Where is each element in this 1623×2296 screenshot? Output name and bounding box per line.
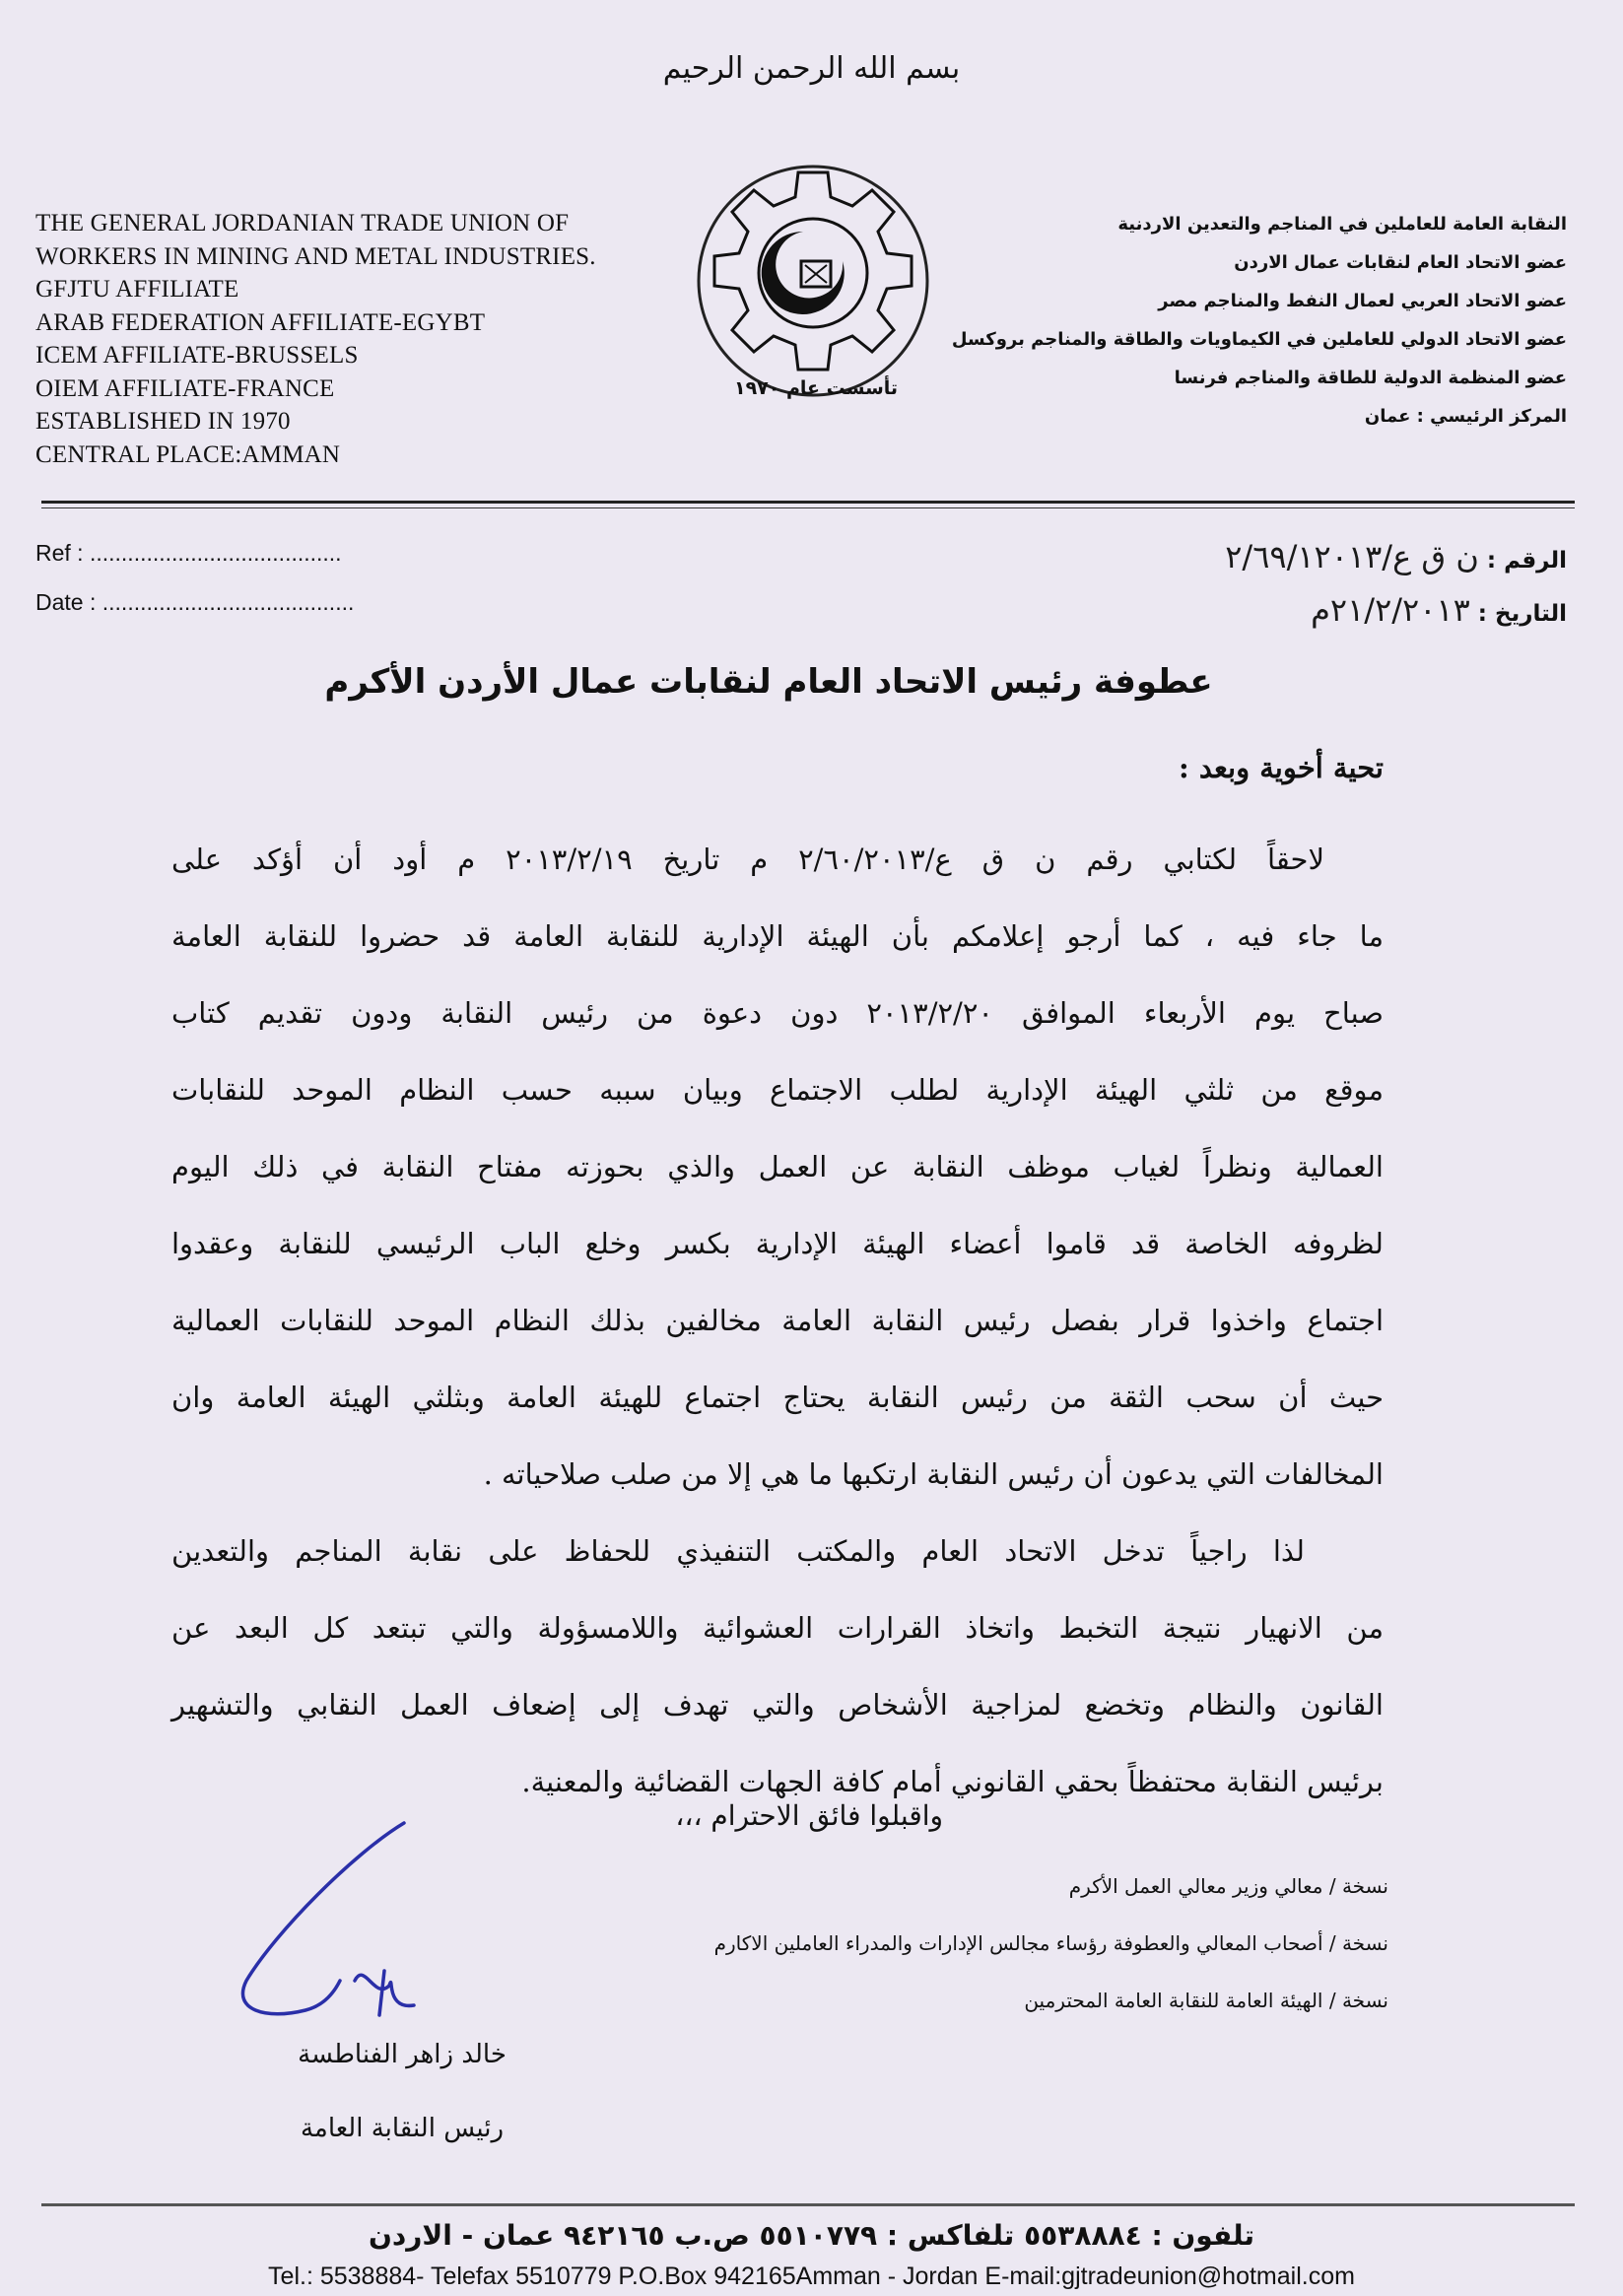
letter-addressee-title: عطوفة رئيس الاتحاد العام لنقابات عمال الأردن الأكرم xyxy=(324,662,1213,702)
letterhead-line: عضو الاتحاد العربي لعمال النفط والمناجم مصر xyxy=(1158,291,1567,311)
body-line: العمالية ونظراً لغياب موظف النقابة عن العمل والذي بحوزته مفتاح النقابة في ذلك اليوم xyxy=(171,1150,1384,1183)
basmala: بسم الله الرحمن الرحيم xyxy=(662,51,961,86)
arabic-date-value: ٢١/٢/٢٠١٣م xyxy=(1311,591,1470,629)
body-line: صباح يوم الأربعاء الموافق ٢٠١٣/٢/٢٠ دون دعوة من رئيس النقابة ودون تقديم كتاب xyxy=(171,996,1384,1030)
letterhead-line: النقابة العامة للعاملين في المناجم والتعدين الاردنية xyxy=(1117,214,1567,235)
letterhead-line: عضو الاتحاد الدولي للعاملين في الكيماويات والطاقة والمناجم بروكسل xyxy=(951,329,1567,350)
body-line: المخالفات التي يدعون أن رئيس النقابة ارتكبها ما هي إلا من صلب صلاحياته . xyxy=(483,1457,1384,1491)
arabic-ref-value: ن ق ع/٢/٦٩/١٢٠١٣ xyxy=(1225,538,1479,575)
body-line: لذا راجياً تدخل الاتحاد العام والمكتب التنفيذي للحفاظ على نقابة المناجم والتعدين xyxy=(171,1534,1305,1568)
footer-contact-arabic: تلفون : ٥٥٣٨٨٨٤ تلفاكس : ٥٥١٠٧٧٩ ص.ب ٩٤٢١٦٥ عمان - الاردن xyxy=(369,2219,1254,2252)
handwritten-signature xyxy=(217,1813,443,2040)
copy-recipient: نسخة / معالي وزير معالي العمل الأكرم xyxy=(1068,1874,1388,1898)
body-line: ما جاء فيه ، كما أرجو إعلامكم بأن الهيئة الإدارية للنقابة العامة قد حضروا للنقابة العامة xyxy=(171,919,1385,953)
letterhead-line: GFJTU AFFILIATE xyxy=(35,276,239,303)
body-line: لظروفه الخاصة قد قاموا أعضاء الهيئة الإدارية بكسر وخلع الباب الرئيسي للنقابة وعقدوا xyxy=(171,1227,1384,1260)
body-line: القانون والنظام وتخضع لمزاجية الأشخاص والتي تهدف إلى إضعاف العمل النقابي والتشهير xyxy=(171,1688,1384,1722)
body-line: موقع من ثلثي الهيئة الإدارية لطلب الاجتماع وبيان سببه حسب النظام الموحد للنقابات xyxy=(171,1073,1384,1107)
arabic-date-field xyxy=(1311,591,1567,629)
body-line: لاحقاً لكتابي رقم ن ق ع/٢/٦٠/٢٠١٣ م تاريخ ٢٠١٣/٢/١٩ م أود أن أؤكد على xyxy=(171,843,1324,876)
ref-label: Ref : xyxy=(35,540,84,566)
date-label: Date : xyxy=(35,589,97,615)
signatory-name: خالد زاهر الفناطسة xyxy=(298,2040,507,2069)
date-dots: ........................................ xyxy=(101,589,355,615)
footer-divider xyxy=(41,2203,1575,2206)
footer-contact-english: Tel.: 5538884- Telefax 5510779 P.O.Box 942165Amman - Jordan E-mail:gjtradeunion@hotmail.com xyxy=(268,2262,1355,2290)
letterhead-line: CENTRAL PLACE:AMMAN xyxy=(35,440,341,468)
ref-dots: ........................................ xyxy=(89,540,342,566)
letterhead-line: OIEM AFFILIATE-FRANCE xyxy=(35,374,335,402)
body-line: اجتماع واخذوا قرار بفصل رئيس النقابة العامة مخالفين بذلك النظام الموحد للنقابات العمالية xyxy=(171,1304,1384,1337)
body-line: برئيس النقابة محتفظاً بحقي القانوني أمام كافة الجهات القضائية والمعنية. xyxy=(521,1765,1384,1798)
copies-list xyxy=(714,1857,1388,2029)
letterhead-line: عضو الاتحاد العام لنقابات عمال الاردن xyxy=(1234,252,1567,273)
letter-body xyxy=(171,834,1384,1833)
english-letterhead xyxy=(35,207,596,471)
letterhead-line: WORKERS IN MINING AND METAL INDUSTRIES. xyxy=(35,242,596,270)
letterhead-line: عضو المنظمة الدولية للطاقة والمناجم فرنسا xyxy=(1174,368,1567,388)
header-divider xyxy=(41,501,1575,504)
closing-salutation: واقبلوا فائق الاحترام ،،، xyxy=(675,1799,943,1832)
signatory-position: رئيس النقابة العامة xyxy=(300,2114,505,2143)
letterhead-line: ARAB FEDERATION AFFILIATE-EGYBT xyxy=(35,308,486,336)
greeting: تحية أخوية وبعد : xyxy=(1179,751,1384,784)
date-field xyxy=(35,589,354,616)
copy-recipient: نسخة / أصحاب المعالي والعطوفة رؤساء مجالس الإدارات والمدراء العاملين الاكارم xyxy=(713,1931,1388,1955)
arabic-ref-label: الرقم : xyxy=(1486,548,1567,574)
body-line: من الانهيار نتيجة التخبط واتخاذ القرارات العشوائية واللامسؤولة والتي تبتعد كل البعد عن xyxy=(171,1611,1384,1645)
letterhead-line: ESTABLISHED IN 1970 xyxy=(35,408,291,435)
ref-field xyxy=(35,540,342,567)
copy-recipient: نسخة / الهيئة العامة للنقابة العامة المحترمين xyxy=(1024,1989,1388,2012)
arabic-date-label: التاريخ : xyxy=(1477,601,1567,627)
letterhead-line: THE GENERAL JORDANIAN TRADE UNION OF xyxy=(35,210,570,236)
letterhead-line: ICEM AFFILIATE-BRUSSELS xyxy=(35,342,359,369)
arabic-ref-field xyxy=(1225,538,1567,575)
arabic-letterhead xyxy=(952,205,1567,436)
union-logo-gear xyxy=(695,163,931,399)
logo-founded-text: تأسست عام ١٩٧٠ xyxy=(733,377,899,399)
letterhead-line: المركز الرئيسي : عمان xyxy=(1364,406,1567,427)
header-divider-thin xyxy=(41,507,1575,508)
body-line: حيث أن سحب الثقة من رئيس النقابة يحتاج اجتماع للهيئة العامة وبثلثي الهيئة العامة وان xyxy=(171,1381,1384,1414)
